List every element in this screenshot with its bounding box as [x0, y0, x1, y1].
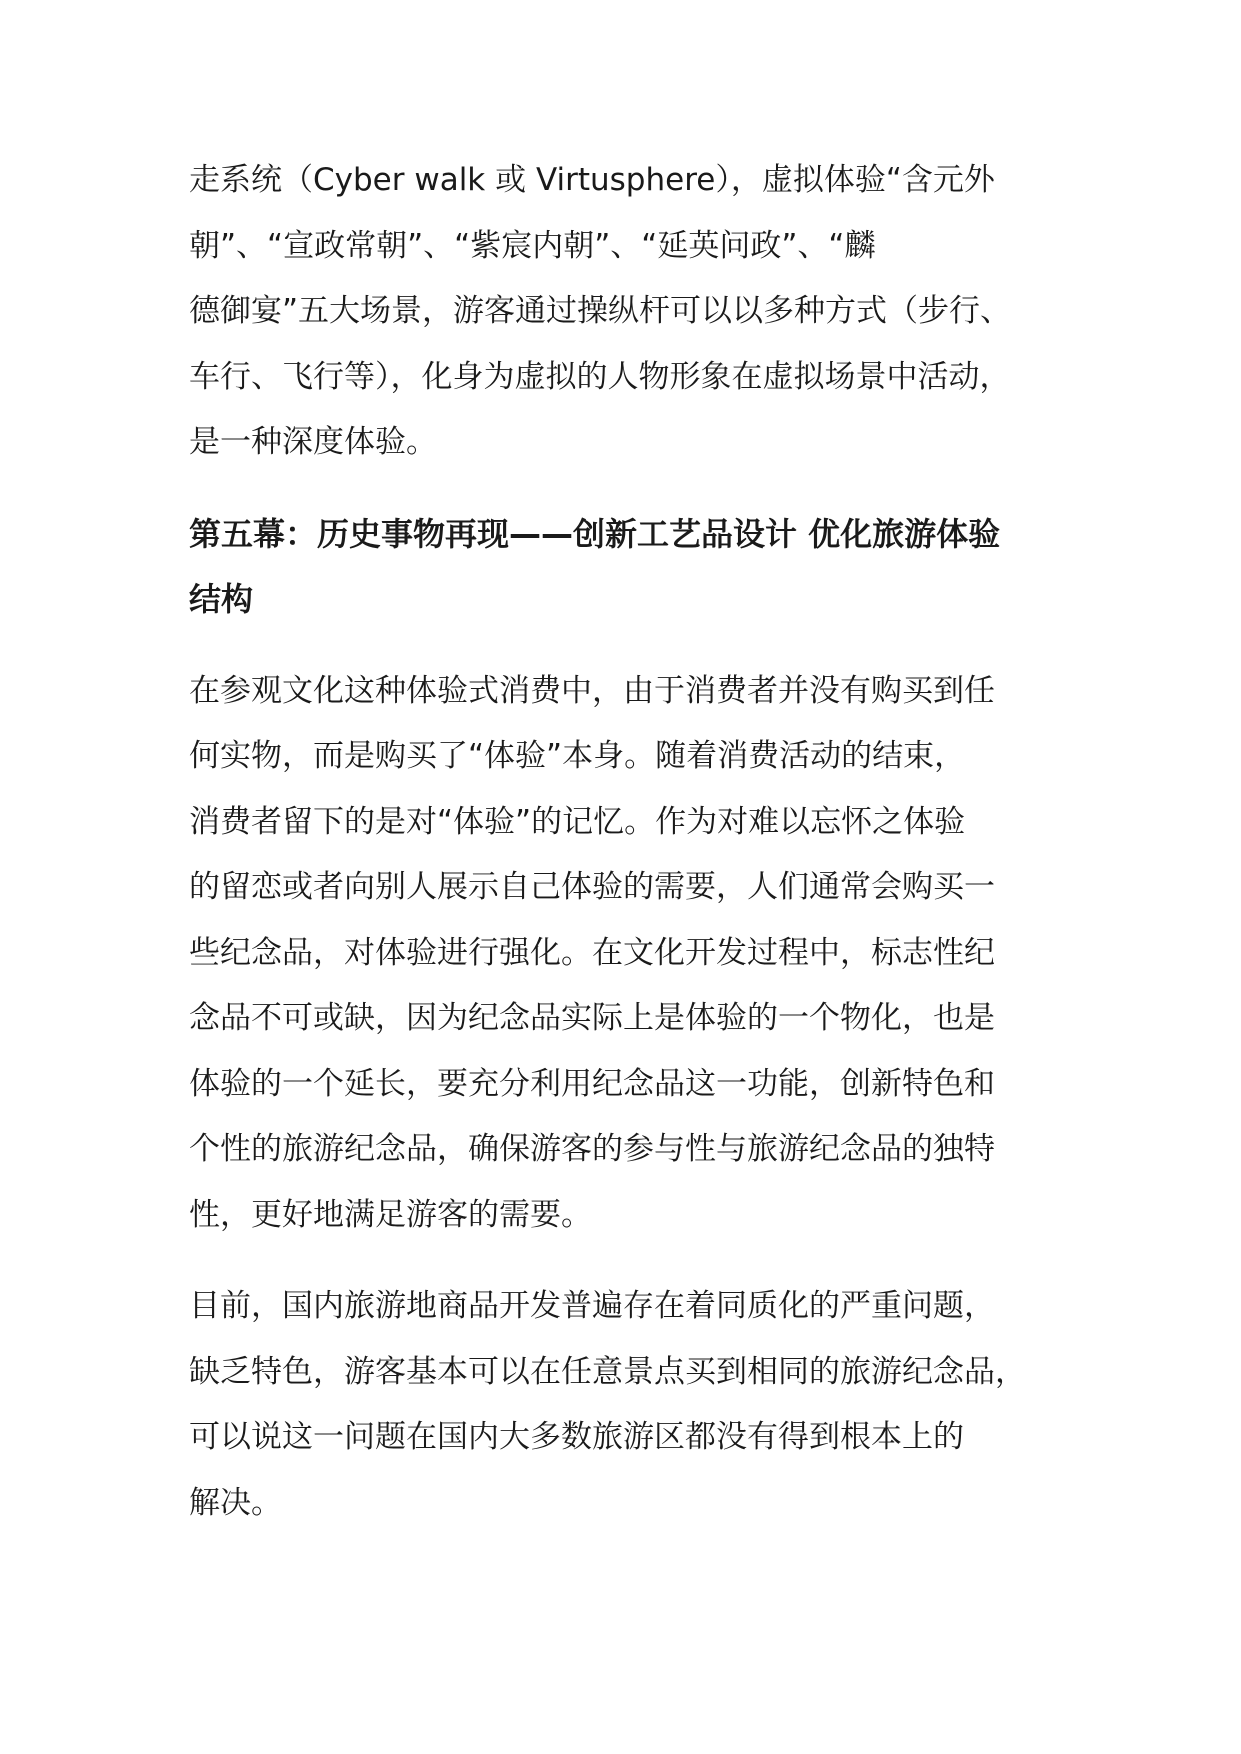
- text-line: 缺乏特色，游客基本可以在任意景点买到相同的旅游纪念品，: [189, 1353, 1026, 1390]
- text-line: 可以说这一问题在国内大多数旅游区都没有得到根本上的: [189, 1419, 964, 1455]
- text-line: 个性的旅游纪念品，确保游客的参与性与旅游纪念品的独特: [189, 1131, 995, 1167]
- text-line: 的留恋或者向别人展示自己体验的需要，人们通常会购买一: [189, 869, 995, 905]
- text-line: 体验的一个延长，要充分利用纪念品这一功能，创新特色和: [189, 1065, 995, 1102]
- text-line: 念品不可或缺，因为纪念品实际上是体验的一个物化，也是: [189, 1000, 995, 1036]
- text-line: 解决。: [189, 1484, 282, 1521]
- text-line: 消费者留下的是对“体验”的记忆。作为对难以忘怀之体验: [189, 803, 966, 840]
- text-line: 些纪念品，对体验进行强化。在文化开发过程中，标志性纪: [189, 934, 995, 971]
- heading-line: 第五幕：历史事物再现——创新工艺品设计 优化旅游体验: [189, 514, 1001, 553]
- text-line: 车行、飞行等），化身为虚拟的人物形象在虚拟场景中活动，: [189, 358, 1011, 395]
- text-line: 德御宴”五大场景，游客通过操纵杆可以以多种方式（步行、: [189, 293, 1012, 329]
- document-page: [189, 148, 1069, 1562]
- heading-line: 结构: [189, 579, 254, 618]
- text-line: 性，更好地满足游客的需要。: [189, 1196, 592, 1233]
- text-line: 何实物，而是购买了“体验”本身。随着消费活动的结束，: [189, 738, 966, 774]
- text-line: 是一种深度体验。: [189, 424, 437, 460]
- section-heading: [189, 502, 1069, 632]
- text-line: 朝”、“宣政常朝”、“紫宸内朝”、“延英问政”、“麟: [189, 227, 876, 264]
- paragraph-virtual-experience: [189, 148, 1069, 476]
- text-line: 走系统（Cyber walk 或 Virtusphere），虚拟体验“含元外: [189, 162, 995, 198]
- paragraph-homogenization-problem: [189, 1274, 1069, 1536]
- text-line: 目前，国内旅游地商品开发普遍存在着同质化的严重问题，: [189, 1288, 995, 1324]
- text-line: 在参观文化这种体验式消费中，由于消费者并没有购买到任: [189, 672, 995, 709]
- paragraph-souvenir-experience: [189, 659, 1069, 1249]
